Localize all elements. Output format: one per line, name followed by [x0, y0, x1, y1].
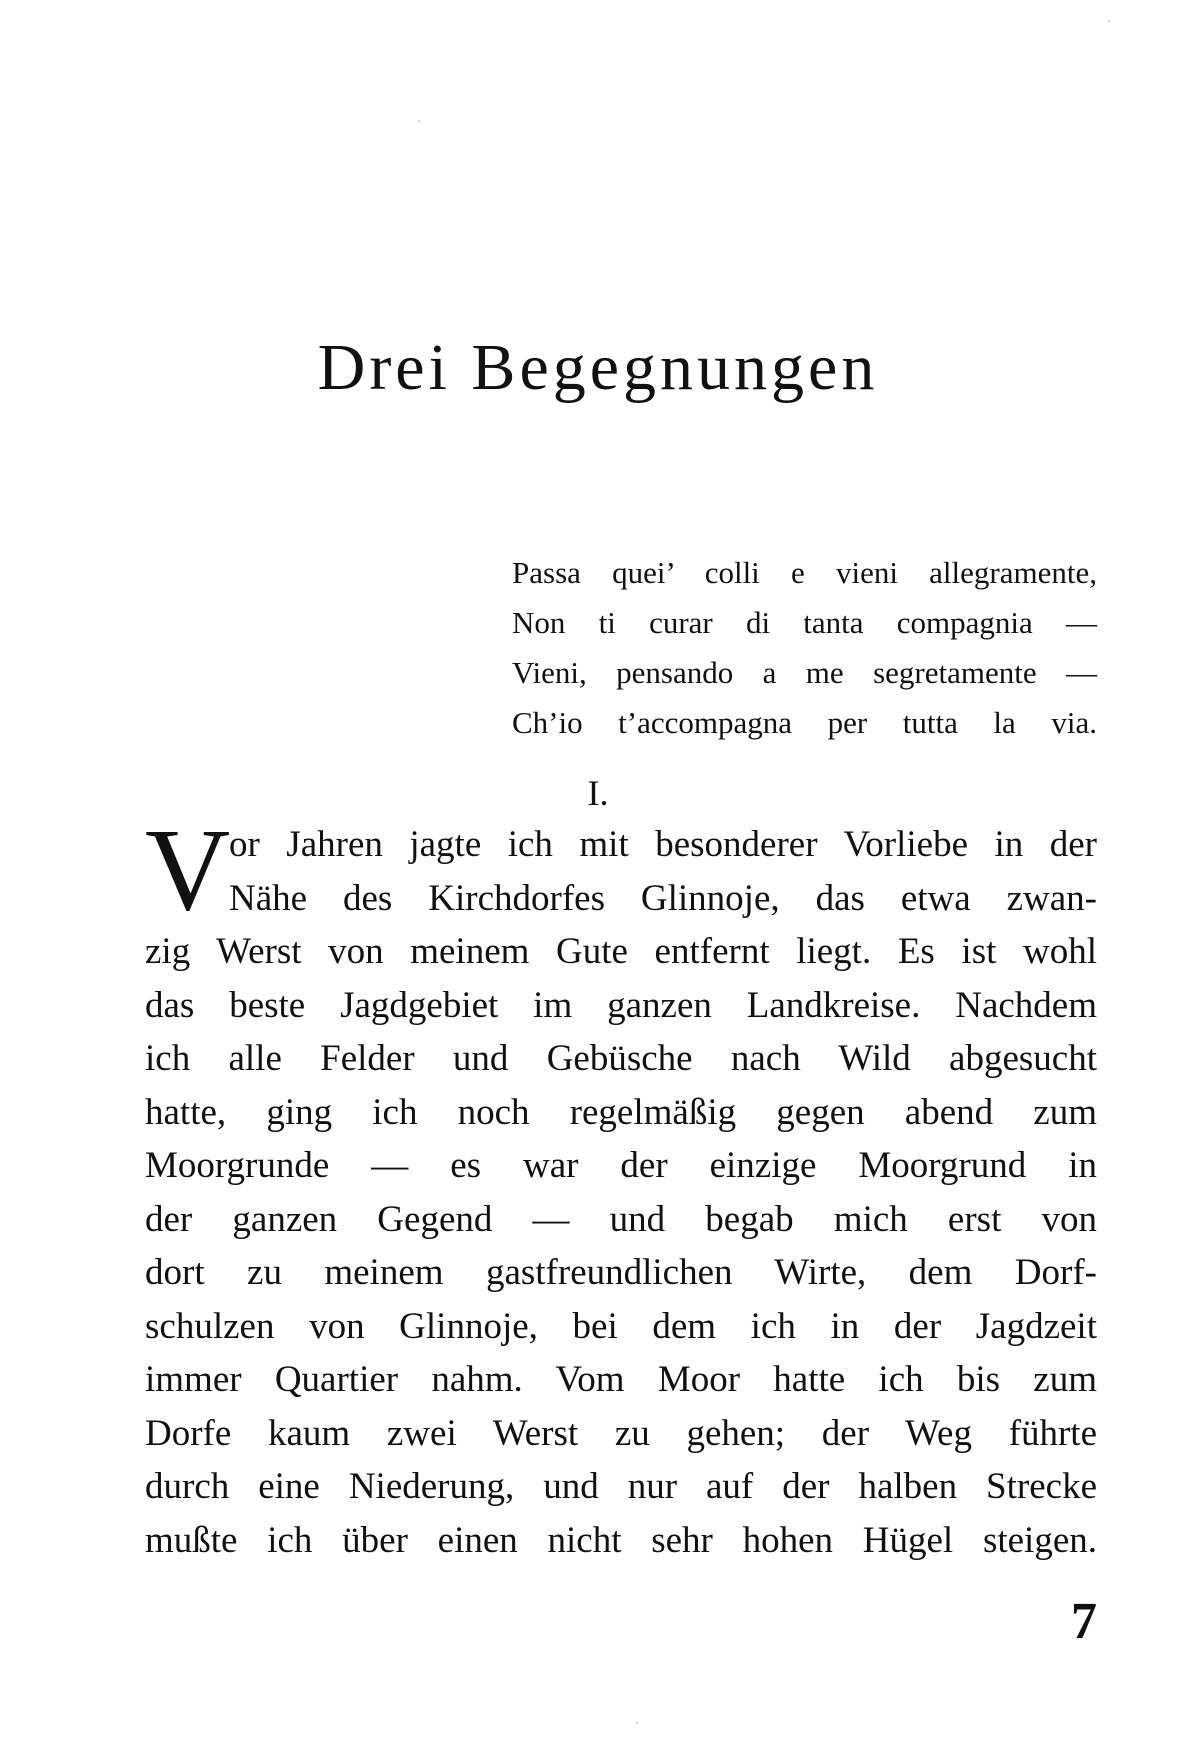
body-line: der ganzen Gegend — und begab mich erst von	[145, 1198, 1097, 1240]
body-line: ich alle Felder und Gebüsche nach Wild abgesucht	[145, 1038, 1097, 1079]
body-line: schulzen von Glinnoje, bei dem ich in der Jagdzeit	[145, 1305, 1097, 1347]
body-line: immer Quartier nahm. Vom Moor hatte ich bis zum	[145, 1359, 1097, 1400]
epigraph-line: Non ti curar di tanta compagnia —	[512, 605, 1097, 640]
body-line: durch eine Niederung, und nur auf der halben Strecke	[145, 1466, 1097, 1507]
body-line: or Jahren jagte ich mit besonderer Vorliebe in der	[229, 824, 1097, 865]
body-line: das beste Jagdgebiet im ganzen Landkreise. Nachdem	[145, 984, 1097, 1026]
drop-cap: V	[145, 804, 231, 935]
body-paragraph	[145, 804, 1097, 1567]
section-number: I.	[587, 773, 609, 813]
epigraph-line: Vieni, pensando a me segretamente —	[512, 655, 1097, 690]
chapter-title: Drei Begegnungen	[317, 331, 879, 404]
body-line: Dorfe kaum zwei Werst zu gehen; der Weg führte	[145, 1412, 1097, 1454]
body-line: Moorgrunde — es war der einzige Moorgrund in	[145, 1145, 1097, 1186]
page-number: 7	[1071, 1593, 1097, 1650]
epigraph	[512, 548, 1097, 748]
body-line: Nähe des Kirchdorfes Glinnoje, das etwa zwan-	[229, 877, 1097, 919]
paper-speck	[418, 120, 420, 122]
body-line: zig Werst von meinem Gute entfernt liegt. Es ist wohl	[145, 931, 1097, 972]
body-line: hatte, ging ich noch regelmäßig gegen abend zum	[145, 1091, 1097, 1133]
epigraph-line: Ch’io t’accompagna per tutta la via.	[512, 705, 1097, 740]
paper-speck	[636, 1722, 638, 1724]
epigraph-line: Passa quei’ colli e vieni allegramente,	[512, 555, 1097, 590]
paper-speck	[1108, 20, 1110, 22]
body-line: mußte ich über einen nicht sehr hohen Hügel steigen.	[145, 1519, 1097, 1561]
body-line: dort zu meinem gastfreundlichen Wirte, dem Dorf-	[145, 1252, 1097, 1293]
